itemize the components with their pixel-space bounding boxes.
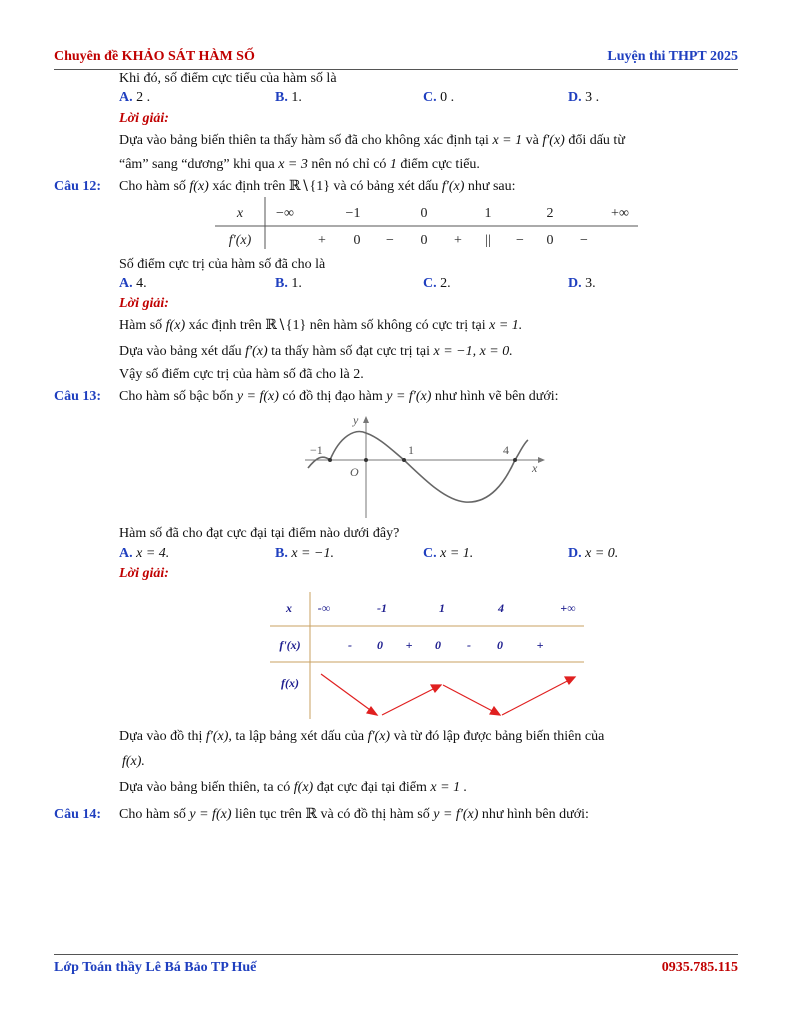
- q12-solution-line-2: Dựa vào bảng xét dấu f′(x) ta thấy hàm số đạt cực trị tại x = −1, x = 0.: [119, 344, 513, 359]
- q13-row-label-x: x: [286, 601, 292, 615]
- q12-solution-label: Lời giải:: [119, 296, 169, 311]
- q12-option-a: A. 4.: [119, 276, 147, 291]
- derivative-curve: [308, 432, 528, 503]
- arrow-increasing-2: [502, 677, 575, 715]
- arrow-head-3-icon: [490, 707, 500, 715]
- q13-derivative-graph: [300, 410, 550, 520]
- q12-option-b: B. 1.: [275, 276, 302, 291]
- q12-x-value: +∞: [611, 206, 629, 221]
- q13-sign-cell: -: [467, 638, 471, 652]
- arrow-increasing-1: [382, 685, 441, 715]
- q11-option-a: A. 2 .: [119, 90, 151, 105]
- header-subtitle: Luyện thi THPT 2025: [607, 49, 738, 64]
- q13-sign-cell: 0: [435, 638, 441, 652]
- q13-x-value: 1: [439, 601, 445, 615]
- q12-sign-cell: 0: [420, 233, 428, 248]
- y-axis-arrow-icon: [363, 416, 369, 423]
- q12-sign-cell: ||: [485, 233, 491, 248]
- q13-solution-label: Lời giải:: [119, 566, 169, 581]
- origin-label: O: [350, 465, 359, 479]
- q13-solution-line-3: Dựa vào bảng biến thiên, ta có f(x) đạt cực đại tại điểm x = 1 .: [119, 780, 468, 795]
- q13-option-b: B. x = −1.: [275, 546, 334, 561]
- page-footer: [54, 954, 738, 975]
- q12-question: Số điểm cực trị của hàm số đã cho là: [119, 257, 326, 272]
- q13-sign-cell: 0: [497, 638, 503, 652]
- root-point-4: [513, 458, 517, 462]
- footer-phone: 0935.785.115: [661, 960, 738, 975]
- header-title: Chuyên đề KHẢO SÁT HÀM SỐ: [54, 49, 255, 64]
- arrow-head-4-icon: [565, 677, 575, 684]
- root-label-1: 1: [408, 443, 414, 457]
- root-point-minus1: [328, 458, 332, 462]
- q12-x-value: 0: [420, 206, 428, 221]
- x-axis-label: x: [532, 461, 538, 475]
- q13-x-value: -∞: [317, 601, 331, 615]
- q13-x-value: +∞: [560, 601, 576, 615]
- q11-option-c: C. 0 .: [423, 90, 455, 105]
- q11-option-b: B. 1.: [275, 90, 302, 105]
- q13-option-d: D. x = 0.: [568, 546, 619, 561]
- q12-x-value: −1: [345, 206, 361, 221]
- q13-label: Câu 13:: [54, 389, 102, 404]
- q12-label: Câu 12:: [54, 179, 102, 194]
- q12-sign-cell: +: [454, 233, 462, 248]
- q12-solution-line-1: Hàm số f(x) xác định trên ℝ∖{1} nên hàm số không có cực trị tại x = 1.: [119, 318, 523, 333]
- q13-question: Hàm số đã cho đạt cực đại tại điểm nào dưới đây?: [119, 526, 400, 541]
- footer-author: Lớp Toán thầy Lê Bá Bảo TP Huế: [54, 960, 257, 975]
- q12-option-d: D. 3.: [568, 276, 596, 291]
- q13-stem: Cho hàm số bậc bốn y = f(x) có đồ thị đạo hàm y = f′(x) như hình vẽ bên dưới:: [119, 389, 559, 404]
- q13-variation-table: [266, 588, 588, 723]
- q11-option-d: D. 3 .: [568, 90, 600, 105]
- q14-stem: Cho hàm số y = f(x) liên tục trên ℝ và có đồ thị hàm số y = f′(x) như hình bên dưới:: [119, 807, 589, 822]
- q11-solution-line-2: “âm” sang “dương” khi qua x = 3 nên nó chỉ có 1 điểm cực tiểu.: [119, 157, 480, 172]
- q12-sign-cell: −: [580, 233, 588, 248]
- q13-sign-cell: -: [348, 638, 352, 652]
- q11-solution-label: Lời giải:: [119, 111, 169, 126]
- q11-solution-line-1: Dựa vào bảng biến thiên ta thấy hàm số đã cho không xác định tại x = 1 và f′(x) đổi dấu từ: [119, 133, 625, 148]
- q13-solution-line-1: Dựa vào đồ thị f′(x), ta lập bảng xét dấu của f′(x) và từ đó lập được bảng biến thiên của: [119, 729, 605, 744]
- origin-point: [364, 458, 368, 462]
- q12-sign-cell: −: [386, 233, 394, 248]
- q12-option-c: C. 2.: [423, 276, 451, 291]
- q12-sign-cell: 0: [353, 233, 361, 248]
- x-axis-arrow-icon: [538, 457, 545, 463]
- root-label-4: 4: [503, 443, 509, 457]
- q12-sign-cell: −: [516, 233, 524, 248]
- q12-x-value: 1: [484, 206, 492, 221]
- q12-stem: Cho hàm số f(x) xác định trên ℝ∖{1} và có bảng xét dấu f′(x) như sau:: [119, 179, 516, 194]
- arrow-decreasing-1: [321, 674, 377, 715]
- q13-option-c: C. x = 1.: [423, 546, 474, 561]
- q13-sign-cell: +: [536, 638, 544, 652]
- q12-sign-cell: +: [318, 233, 326, 248]
- arrow-head-2-icon: [431, 685, 441, 692]
- y-axis-label: y: [353, 413, 359, 427]
- q12-x-value: −∞: [276, 206, 294, 221]
- q13-x-value: 4: [498, 601, 504, 615]
- q14-label: Câu 14:: [54, 807, 102, 822]
- q12-solution-line-3: Vậy số điểm cực trị của hàm số đã cho là 2.: [119, 367, 364, 382]
- root-label-minus1: −1: [310, 443, 323, 457]
- root-point-1: [402, 458, 406, 462]
- q12-sign-table: [210, 197, 642, 255]
- q13-option-a: A. x = 4.: [119, 546, 170, 561]
- q12-sign-cell: 0: [546, 233, 554, 248]
- q13-x-value: -1: [377, 601, 387, 615]
- q12-row-label-fprime: f′(x): [228, 233, 252, 248]
- q13-row-label-f: f(x): [281, 676, 299, 690]
- q13-solution-line-2: f(x).: [122, 754, 145, 769]
- page-header: [54, 49, 738, 70]
- q12-x-value: 2: [546, 206, 554, 221]
- q13-variation-arrows: [321, 674, 575, 715]
- q13-sign-cell: +: [405, 638, 413, 652]
- q13-row-label-fprime: f'(x): [279, 638, 301, 652]
- q11-stem: Khi đó, số điểm cực tiểu của hàm số là: [119, 71, 337, 86]
- q12-row-label-x: x: [236, 206, 244, 221]
- q13-sign-cell: 0: [377, 638, 383, 652]
